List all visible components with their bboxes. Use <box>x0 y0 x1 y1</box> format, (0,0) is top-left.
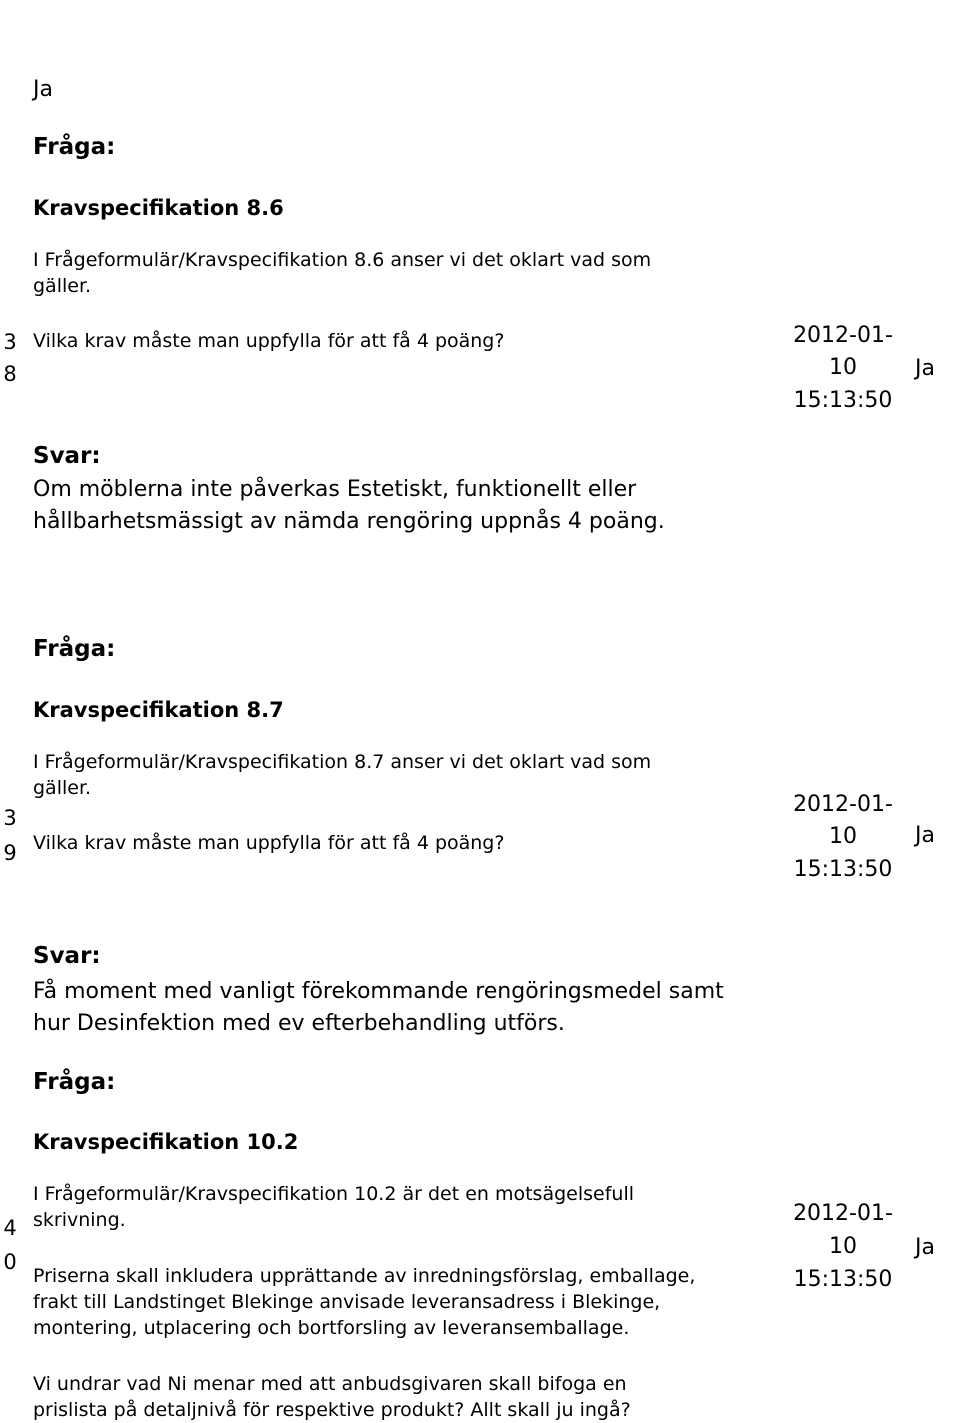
question-heading: Kravspecifikation 8.7 <box>33 698 284 722</box>
question-label: Fråga: <box>33 134 116 160</box>
question-text-line: I Frågeformulär/Kravspecifikation 8.7 anser vi det oklart vad som <box>33 751 652 773</box>
row-id-digit: 3 <box>3 806 17 830</box>
header-published-2: d <box>840 22 855 49</box>
question-text-line: Vilka krav måste man uppfylla för att få 4 poäng? <box>33 330 505 352</box>
header-question-answer: Fråga/Svar <box>340 10 465 37</box>
header-read-1: Läs <box>918 0 960 27</box>
publish-date: 2012-01- <box>793 323 893 348</box>
row-id-digit: 9 <box>3 841 17 865</box>
publish-date: 2012-01- <box>793 792 893 817</box>
question-heading: Kravspecifikation 8.6 <box>33 196 284 220</box>
question-text-line: I Frågeformulär/Kravspecifikation 10.2 är det en motsägelsefull <box>33 1183 634 1205</box>
question-heading: Kravspecifikation 10.2 <box>33 1130 299 1154</box>
header-published-1: Publicera <box>795 0 904 27</box>
question-text-line: frakt till Landstinget Blekinge anvisade leveransadress i Blekinge, <box>33 1291 661 1313</box>
publish-date: 10 <box>829 355 857 380</box>
publish-date: 10 <box>829 824 857 849</box>
publish-time: 15:13:50 <box>793 1267 893 1292</box>
table-header <box>0 0 960 49</box>
published-value: Ja <box>915 356 935 381</box>
previous-row-read-value: Ja <box>33 77 53 102</box>
publish-time: 15:13:50 <box>793 388 893 413</box>
question-text-line: Vilka krav måste man uppfylla för att få 4 poäng? <box>33 832 505 854</box>
published-value: Ja <box>915 823 935 848</box>
question-text-line: I Frågeformulär/Kravspecifikation 8.6 anser vi det oklart vad som <box>33 249 652 271</box>
question-text-line: skrivning. <box>33 1209 126 1231</box>
row-id-digit: 3 <box>3 330 17 354</box>
row-id-digit: 4 <box>3 1216 17 1240</box>
answer-text-line: hur Desinfektion med ev efterbehandling utförs. <box>33 1011 565 1036</box>
answer-label: Svar: <box>33 943 101 969</box>
row-id-digit: 8 <box>3 362 17 386</box>
header-id: Id <box>6 10 28 37</box>
question-text-line: prislista på detaljnivå för respektive produkt? Allt skall ju ingå? <box>33 1399 631 1421</box>
question-label: Fråga: <box>33 636 116 662</box>
question-text-line: gäller. <box>33 275 92 297</box>
answer-text-line: hållbarhetsmässigt av nämda rengöring uppnås 4 poäng. <box>33 509 665 534</box>
question-text-line: Vi undrar vad Ni menar med att anbudsgivaren skall bifoga en <box>33 1373 627 1395</box>
header-read-2: t <box>933 22 941 49</box>
question-text-line: Priserna skall inkludera upprättande av inredningsförslag, emballage, <box>33 1265 696 1287</box>
published-value: Ja <box>915 1235 935 1260</box>
publish-date: 10 <box>829 1234 857 1259</box>
answer-text-line: Få moment med vanligt förekommande rengöringsmedel samt <box>33 979 724 1004</box>
publish-time: 15:13:50 <box>793 857 893 882</box>
answer-label: Svar: <box>33 443 101 469</box>
question-text-line: montering, utplacering och bortforsling av leveransemballage. <box>33 1317 630 1339</box>
row-id-digit: 0 <box>3 1250 17 1274</box>
answer-text-line: Om möblerna inte påverkas Estetiskt, funktionellt eller <box>33 477 637 502</box>
publish-date: 2012-01- <box>793 1201 893 1226</box>
question-label: Fråga: <box>33 1069 116 1095</box>
question-text-line: gäller. <box>33 777 92 799</box>
